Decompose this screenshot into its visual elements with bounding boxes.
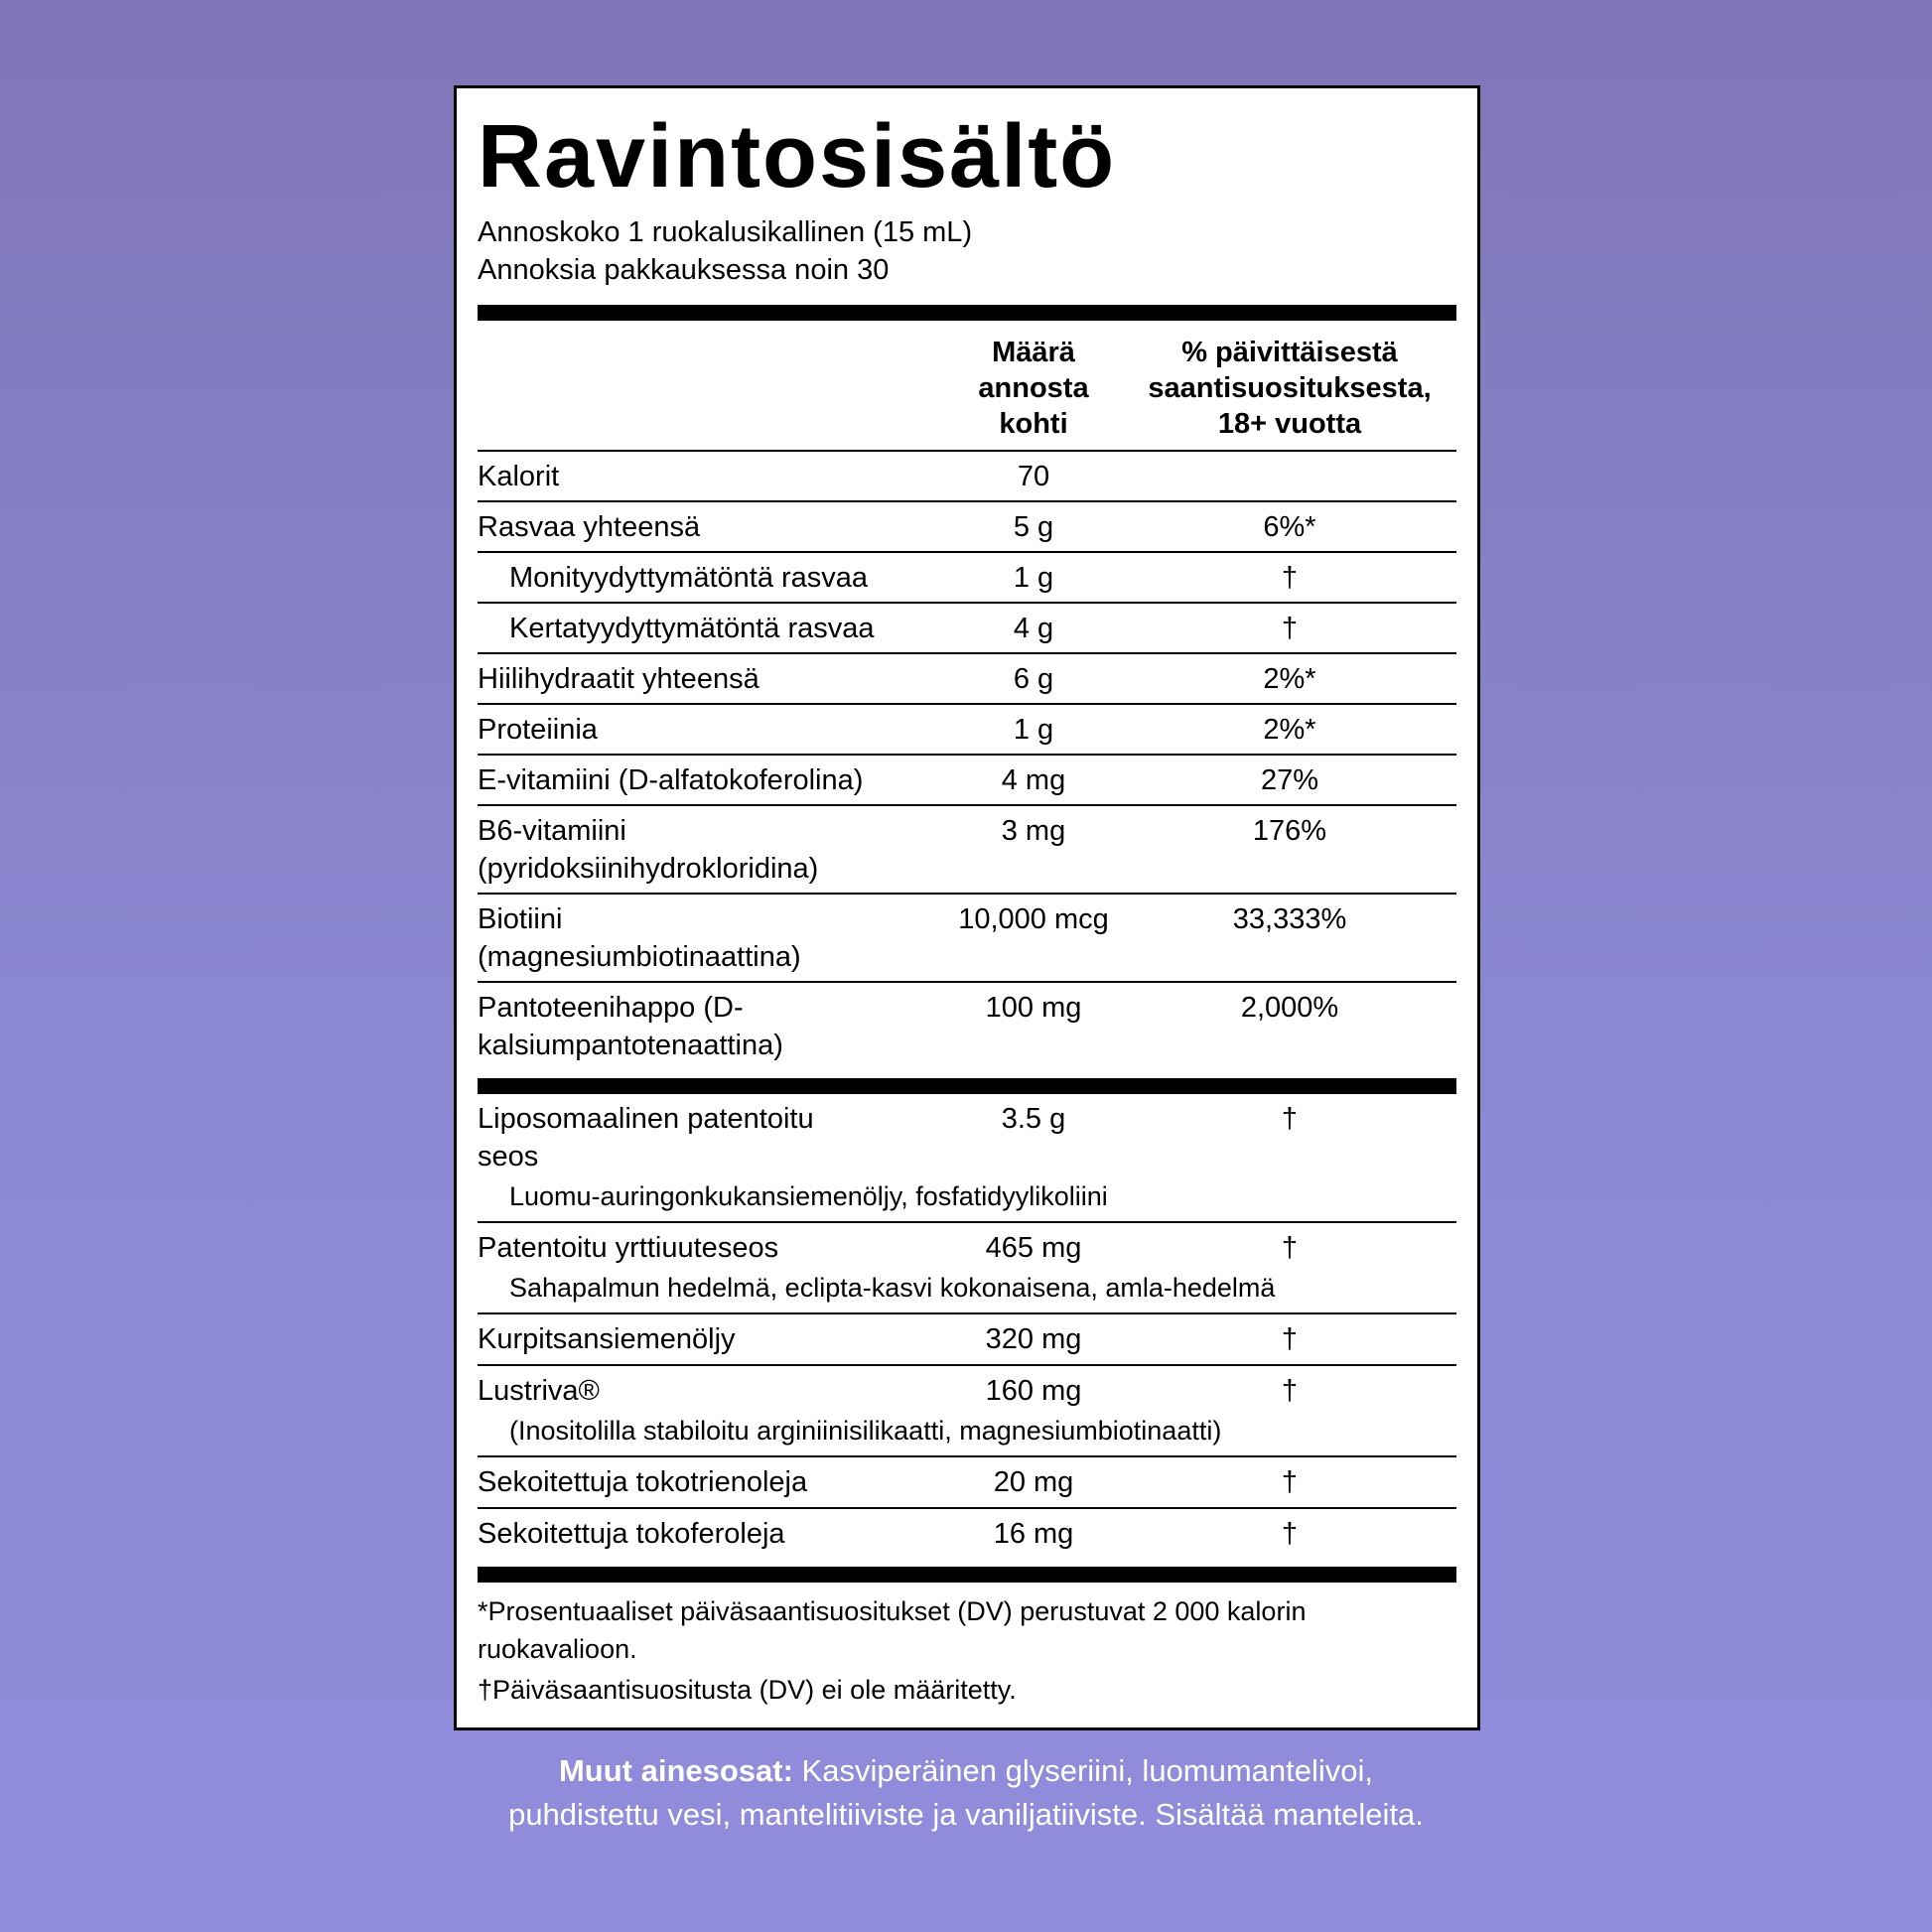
table-row: Hiilihydraatit yhteensä 6 g 2%* [478, 654, 1456, 705]
table-row: Biotiini (magnesiumbiotinaattina) 10,000 mcg 33,333% [478, 895, 1456, 983]
blend-ingredients: (Inositolilla stabiloitu arginiinisilikaatti, magnesiumbiotinaatti) [509, 1416, 1222, 1446]
blend-row: Liposomaalinen patentoitu seos 3.5 g † Luomu-auringonkukansiemenöljy, fosfatidyylikoliini [478, 1094, 1456, 1223]
blend-row: Sekoitettuja tokotrienoleja 20 mg † [478, 1457, 1456, 1509]
blend-ingredients: Sahapalmun hedelmä, eclipta-kasvi kokonaisena, amla-hedelmä [509, 1273, 1276, 1303]
blend-ingredients: Luomu-auringonkukansiemenöljy, fosfatidyylikoliini [509, 1181, 1108, 1211]
header-name-col [478, 335, 944, 442]
header-amount: Määrä annosta kohti [978, 337, 1089, 440]
footnotes [478, 1583, 1456, 1709]
blend-row: Lustriva® 160 mg † (Inositolilla stabiloitu arginiinisilikaatti, magnesiumbiotinaatti) [478, 1366, 1456, 1457]
footnote-dv-basis: *Prosentuaaliset päiväsaantisuositukset (DV) perustuvat 2 000 kalorin ruokavalioon. [478, 1596, 1307, 1664]
thick-divider [478, 1567, 1456, 1583]
servings-per-container: Annoksia pakkauksessa noin 30 [478, 254, 890, 286]
blend-row: Patentoitu yrttiuuteseos 465 mg † Sahapalmun hedelmä, eclipta-kasvi kokonaisena, amla-hedelmä [478, 1223, 1456, 1314]
blend-row: Sekoitettuja tokoferoleja 16 mg † [478, 1518, 1299, 1550]
blend-row: Kurpitsansiemenöljy 320 mg † [478, 1314, 1456, 1366]
header-daily-value: % päivittäisestä saantisuosituksesta, 18+ vuotta [1148, 337, 1432, 440]
other-ingredients-label: Muut ainesosat: [558, 1753, 793, 1788]
footnote-dagger: †Päiväsaantisuositusta (DV) ei ole määritetty. [478, 1675, 1017, 1705]
thick-divider [478, 1078, 1456, 1094]
table-header [478, 321, 1456, 452]
thick-divider [478, 305, 1456, 321]
label-title: Ravintosisältö [478, 107, 1117, 207]
table-row: E-vitamiini (D-alfatokoferolina) 4 mg 27% [478, 756, 1456, 806]
table-row: Kalorit 70 [478, 452, 1456, 502]
table-row: Monityydyttymätöntä rasvaa 1 g † [478, 553, 1456, 604]
table-row: Pantoteenihappo (D- kalsiumpantotenaattina) 100 mg 2,000% [478, 992, 1339, 1061]
table-row: B6-vitamiini (pyridoksiinihydrokloridina) 3 mg 176% [478, 806, 1456, 895]
nutrition-facts-label [454, 85, 1480, 1730]
other-ingredients: Muut ainesosat: Kasviperäinen glyseriini, luomumantelivoi, puhdistettu vesi, mantelitiiviste ja vaniljatiiviste. Sisältää manteleita. [508, 1753, 1424, 1832]
serving-size: Annoskoko 1 ruokalusikallinen (15 mL) [478, 216, 973, 248]
table-row: Kertatyydyttymätöntä rasvaa 4 g † [478, 604, 1456, 654]
table-row: Rasvaa yhteensä 5 g 6%* [478, 502, 1456, 553]
table-row: Proteiinia 1 g 2%* [478, 705, 1456, 756]
